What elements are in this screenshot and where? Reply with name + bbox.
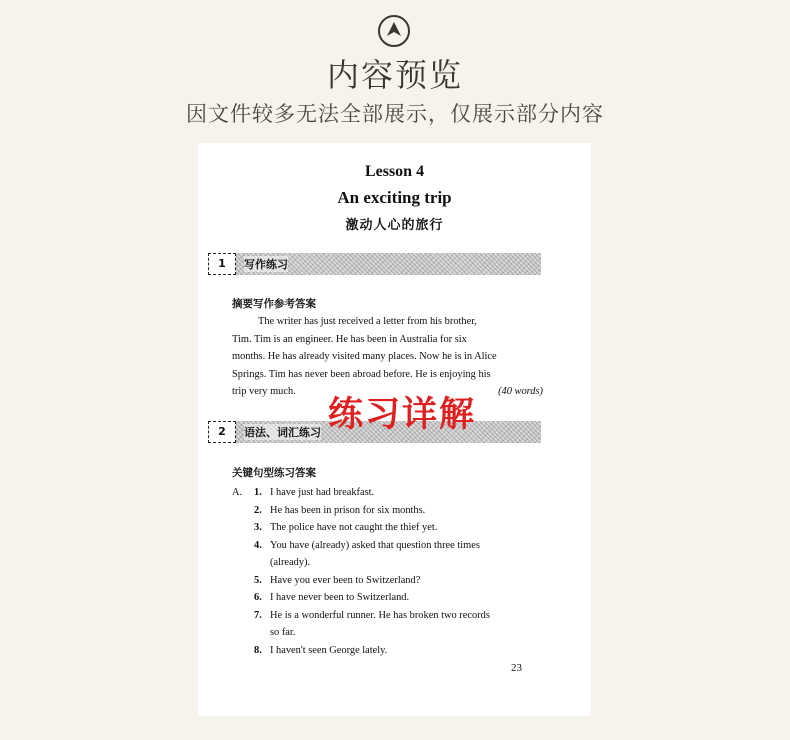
summary-line: The writer has just received a letter from his brother, — [258, 316, 477, 327]
summary-line: Springs. Tim has never been abroad before. He is enjoying his — [232, 368, 491, 380]
summary-heading: 摘要写作参考答案 — [232, 298, 316, 310]
section-band-1 — [208, 253, 541, 275]
document-preview — [198, 143, 591, 716]
list-item: 3. The police have not caught the thief yet. — [254, 522, 438, 533]
list-item: A. 1. I have just had breakfast. — [232, 484, 547, 502]
page-number: 23 — [511, 662, 522, 674]
list-item: 5. Have you ever been to Switzerland? — [254, 574, 421, 586]
part-label: A. — [232, 487, 243, 498]
page-subtitle: 因文件较多无法全部展示，仅展示部分内容 — [186, 102, 604, 126]
page-title: 内容预览 — [326, 56, 463, 94]
exercise-list — [232, 484, 547, 659]
summary-line: Tim. Tim is an engineer. He has been in Australia for six — [232, 333, 467, 345]
list-item: 4. You have (already) asked that question three times (already). — [254, 539, 480, 568]
list-item: 6. I have never been to Switzerland. — [254, 592, 410, 603]
lesson-title: An exciting trip — [337, 188, 452, 207]
section-label: 语法、词汇练习 — [244, 426, 321, 439]
up-arrow-circle-icon — [377, 14, 411, 48]
list-item: 7. He is a wonderful runner. He has broken two records so far. — [254, 609, 490, 638]
list-item: 8. I haven't seen George lately. — [254, 644, 388, 656]
summary-line: months. He has already visited many places. Now he is in Alice — [232, 351, 497, 363]
list-item: 2. He has been in prison for six months. — [254, 504, 426, 516]
lesson-title-chinese: 激动人心的旅行 — [345, 218, 444, 233]
section-number: 2 — [208, 421, 236, 443]
watermark: 练习详解 — [328, 395, 477, 435]
summary-line: trip very much. — [232, 386, 296, 398]
word-count: (40 words) — [498, 386, 543, 398]
lesson-number: Lesson 4 — [364, 163, 425, 180]
section-number: 1 — [208, 253, 236, 275]
exercise-heading: 关键句型练习答案 — [232, 467, 316, 479]
section-label: 写作练习 — [244, 258, 288, 271]
